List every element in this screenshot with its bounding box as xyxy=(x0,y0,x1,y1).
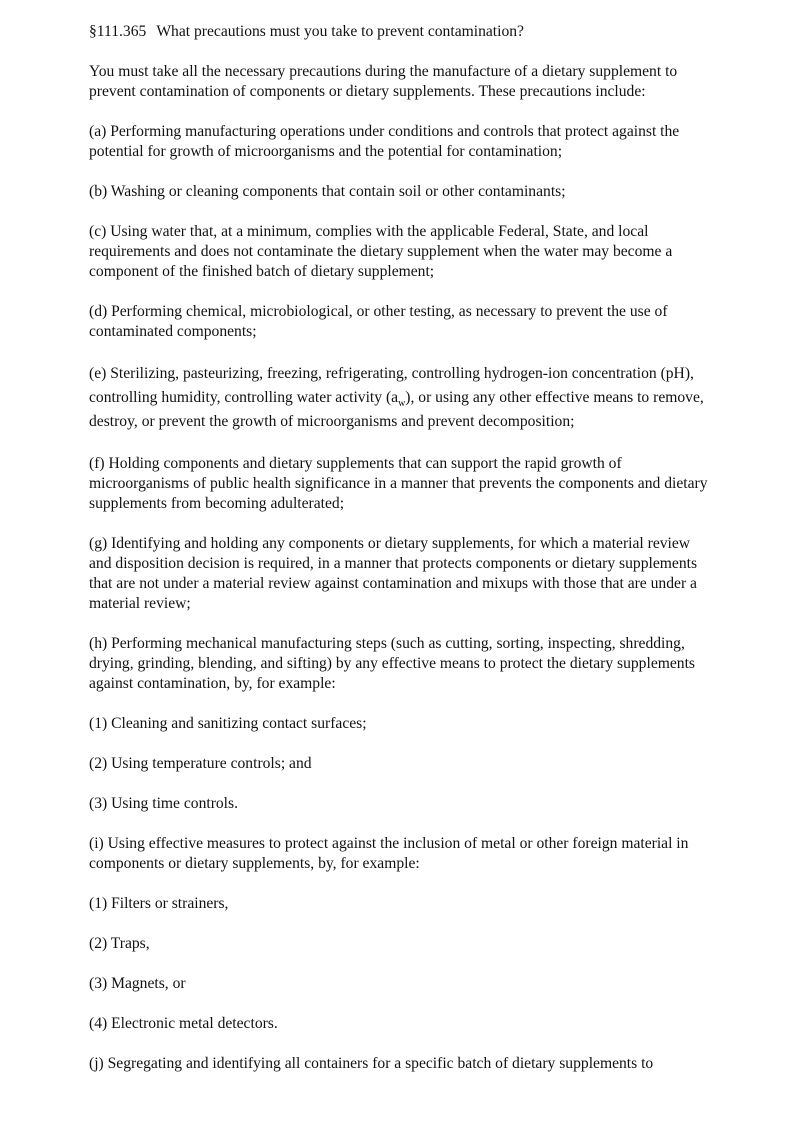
paragraph-a: (a) Performing manufacturing operations under conditions and controls that protect against the potential for growth of microorganisms and the potential for contamination; xyxy=(89,123,680,160)
paragraph-i-1: (1) Filters or strainers, xyxy=(89,895,229,912)
paragraph-i-2: (2) Traps, xyxy=(89,935,150,952)
paragraph-c: (c) Using water that, at a minimum, complies with the applicable Federal, State, and local requirements and does not contaminate the dietary supplement when the water may become a component of the finished batch of dietary supplement; xyxy=(89,223,673,280)
section-heading xyxy=(89,22,709,42)
paragraph-e-start: (e) Sterilizing, pasteurizing, freezing, refrigerating, controlling hydrogen-ion concentration (pH), controlling humidity, controlling water activity (a xyxy=(89,365,694,406)
section-number: §111.365 xyxy=(89,23,147,40)
paragraph-g: (g) Identifying and holding any components or dietary supplements, for which a material review and disposition decision is required, in a manner that protects components or dietary supplements that are not under a material review against contamination and mixups with those that are under a material review; xyxy=(89,535,698,612)
paragraph-b: (b) Washing or cleaning components that contain soil or other contaminants; xyxy=(89,183,566,200)
paragraph-i-4: (4) Electronic metal detectors. xyxy=(89,1015,278,1032)
paragraph-j: (j) Segregating and identifying all containers for a specific batch of dietary supplements to xyxy=(89,1055,654,1072)
paragraph-h-2: (2) Using temperature controls; and xyxy=(89,755,312,772)
paragraph-h-3: (3) Using time controls. xyxy=(89,795,238,812)
section-title: What precautions must you take to prevent contamination? xyxy=(156,23,524,40)
paragraph-e-end: ), or using any other effective means to remove, destroy, or prevent the growth of microorganisms and prevent decomposition; xyxy=(89,389,704,430)
document-page xyxy=(89,22,709,1094)
intro-paragraph: You must take all the necessary precautions during the manufacture of a dietary supplement to prevent contamination of components or dietary supplements. These precautions include: xyxy=(89,63,678,100)
water-activity-subscript: w xyxy=(398,398,406,409)
paragraph-d: (d) Performing chemical, microbiological, or other testing, as necessary to prevent the use of contaminated components; xyxy=(89,303,668,340)
paragraph-i-3: (3) Magnets, or xyxy=(89,975,186,992)
paragraph-h: (h) Performing mechanical manufacturing steps (such as cutting, sorting, inspecting, shredding, drying, grinding, blending, and sifting) by any effective means to protect the dietary supplements against contamination, by, for example: xyxy=(89,635,695,692)
paragraph-e xyxy=(89,362,709,434)
paragraph-i: (i) Using effective measures to protect against the inclusion of metal or other foreign material in components or dietary supplements, by, for example: xyxy=(89,835,689,872)
paragraph-h-1: (1) Cleaning and sanitizing contact surfaces; xyxy=(89,715,367,732)
paragraph-f: (f) Holding components and dietary supplements that can support the rapid growth of microorganisms of public health significance in a manner that prevents the components and dietary supplements from becoming adulterated; xyxy=(89,455,708,512)
